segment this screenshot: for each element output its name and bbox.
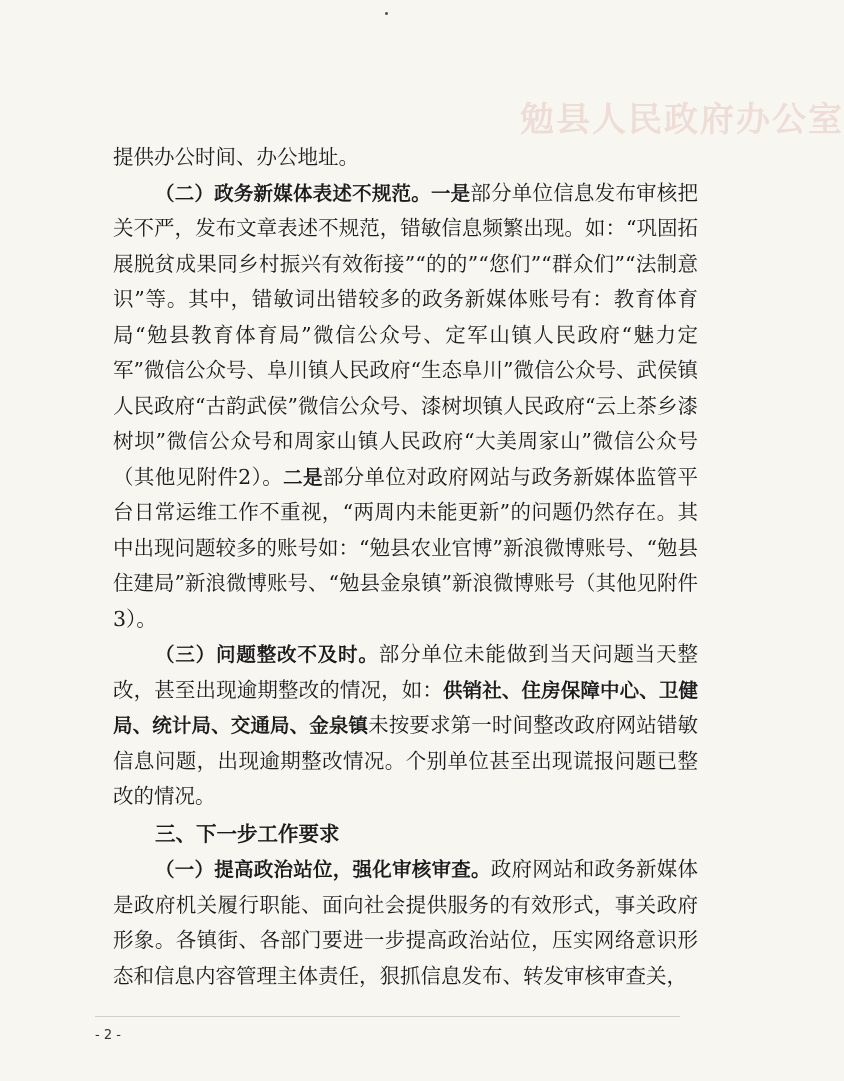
footer-divider xyxy=(95,1016,680,1017)
heading-media-issues: （二）政务新媒体表述不规范。 xyxy=(155,181,431,205)
paragraph-continuation: 提供办公时间、办公地址。 xyxy=(113,145,359,169)
scan-speck xyxy=(385,12,388,15)
heading-rectification: （三）问题整改不及时。 xyxy=(155,643,379,666)
body-text xyxy=(113,140,698,994)
section-heading: 三、下一步工作要求 xyxy=(155,821,340,846)
units-list: 供销社、住房保障中心、卫健局、统计局、交通局、金泉镇 xyxy=(113,678,698,737)
paragraph-rectification xyxy=(113,637,698,815)
text-second: 部分单位对政府网站与政务新媒体监管平台日常运维工作不重视，“两周内未能更新”的问题仍然存在。其中出现问题较多的账号如：“勉县农业官博”新浪微博账号、“勉县住建局”新浪微博账号、“勉县金泉镇”新浪微博账号（其他见附件3）。 xyxy=(113,464,698,631)
paragraph-requirements xyxy=(113,852,698,994)
keyword-second: 二是 xyxy=(283,465,323,489)
paragraph-media-issues xyxy=(113,176,698,638)
watermark: 勉县人民政府办公室 xyxy=(520,100,844,140)
keyword-first: 一是 xyxy=(430,181,471,205)
heading-requirements: （一）提高政治站位，强化审核审查。 xyxy=(155,858,491,881)
text-rectification-2: 未按要求第一时间整改政府网站错敏信息问题，出现逾期整改情况。个别单位甚至出现谎报问题已整改的情况。 xyxy=(113,713,698,808)
text-rectification-1: 部分单位未能做到当天问题当天整改，甚至出现逾期整改的情况，如： xyxy=(113,642,698,702)
text-requirements: 政府网站和政务新媒体是政府机关履行职能、面向社会提供服务的有效形式，事关政府形象。各镇街、各部门要进一步提高政治站位，压实网络意识形态和信息内容管理主体责任，狠抓信息发布、转发审核审查关， xyxy=(113,857,698,988)
page-number: - 2 - xyxy=(95,1028,121,1043)
text-first: 部分单位信息发布审核把关不严，发布文章表述不规范，错敏信息频繁出现。如：“巩固拓展脱贫成果同乡村振兴有效衔接”“的的”“您们”“群众们”“法制意识”等。其中，错敏词出错较多的政务新媒体账号有：教育体育局“勉县教育体育局”微信公众号、定军山镇人民政府“魅力定军”微信公众号、阜川镇人民政府“生态阜川”微信公众号、武侯镇人民政府“古韵武侯”微信公众号、漆树坝镇人民政府“云上茶乡漆树坝”微信公众号和周家山镇人民政府“大美周家山”微信公众号（其他见附件2）。 xyxy=(113,180,698,489)
